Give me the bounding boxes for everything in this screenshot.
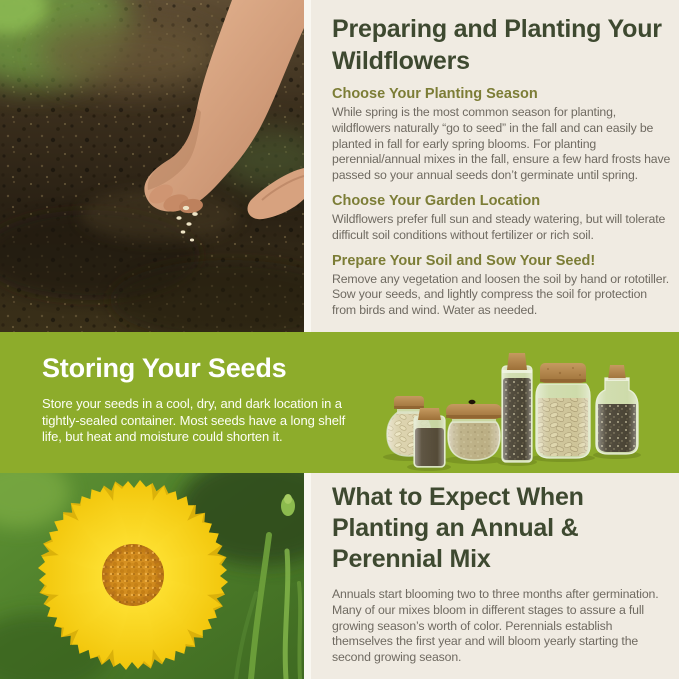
storing-heading: Storing Your Seeds <box>42 353 287 383</box>
sowing-photo-art <box>0 0 304 332</box>
subsection-title: Choose Your Planting Season <box>332 86 538 102</box>
seed-jars-art <box>368 332 679 473</box>
jar-tall-dark-seeds <box>502 353 532 462</box>
what-to-expect-panel <box>311 473 679 679</box>
storing-body: Store your seeds in a cool, dry, and dark location in a tightly-sealed container. Most seeds have a long shelf life, but heat and moisture could shorten it. <box>42 396 346 444</box>
flower-photo-art <box>0 473 304 679</box>
subsection-title: Prepare Your Soil and Sow Your Seed! <box>332 252 596 269</box>
subsection-body: Wildflowers prefer full sun and steady watering, but will tolerate difficult soil conditions without fertilizer or rich soil. <box>332 211 666 242</box>
bottom-heading: What to Expect When Planting an Annual & Perennial Mix <box>332 483 584 573</box>
jar-sandy-seeds <box>446 400 502 460</box>
subsection-title: Choose Your Garden Location <box>332 192 541 209</box>
photo-seed-jars <box>368 332 679 473</box>
jar-pumpkin-seeds <box>536 363 590 458</box>
subsection-body: While spring is the most common season for planting, wildflowers naturally “go to seed” in the fall and can easily be planted in fall for early spring blooms. For planting perennial/annual mixes in the fall, ensure a few hard frosts have passed so your annual seeds don’t germinate until spring. <box>332 105 671 183</box>
subsection-planting-season <box>332 86 671 184</box>
top-heading: Preparing and Planting Your Wildflowers <box>332 15 662 75</box>
storing-seeds-band <box>0 332 679 473</box>
bottom-divider <box>304 473 311 679</box>
subsection-garden-location <box>332 193 671 244</box>
photo-hand-sowing-seeds <box>0 0 304 332</box>
jar-dark-powder <box>414 408 445 467</box>
preparing-planting-panel <box>311 0 679 332</box>
subsection-prepare-soil <box>332 253 671 319</box>
photo-yellow-coreopsis-flower <box>0 473 304 679</box>
top-divider <box>304 0 311 332</box>
subsection-body: Remove any vegetation and loosen the soil by hand or rototiller. Sow your seeds, and lightly compress the soil for protection from birds and wind. Water as needed. <box>332 271 669 318</box>
bottom-body: Annuals start blooming two to three months after germination. Many of our mixes bloom in different stages to assure a full growing season’s worth of color. Perennials establish themselves the first year and will bloom yearly starting the second growing season. <box>332 587 659 665</box>
jar-mixed-seeds <box>596 365 638 454</box>
